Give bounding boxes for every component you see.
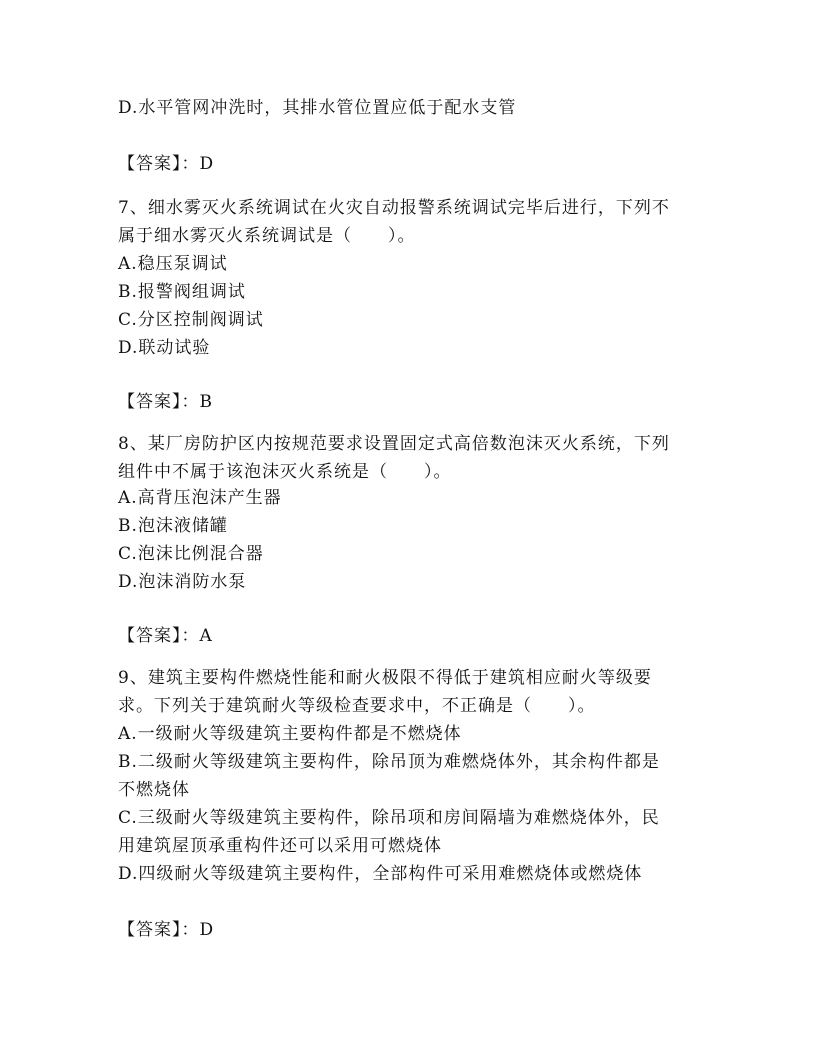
q8-answer: 【答案】：A — [118, 626, 213, 646]
q8-option-b: B.泡沫液储罐 — [118, 516, 228, 536]
q7-stem-line-1: 7、细水雾灭火系统调试在火灾自动报警系统调试完毕后进行，下列不 — [118, 198, 670, 218]
prev-answer: 【答案】：D — [118, 154, 215, 174]
q9-option-c-line-2: 用建筑屋顶承重构件还可以采用可燃烧体 — [118, 836, 442, 856]
q9-stem-line-1: 9、建筑主要构件燃烧性能和耐火极限不得低于建筑相应耐火等级要 — [118, 668, 652, 688]
q7-stem-line-2: 属于细水雾灭火系统调试是（ ）。 — [118, 226, 416, 246]
q7-option-b: B.报警阀组调试 — [118, 282, 246, 302]
q7-answer: 【答案】：B — [118, 392, 213, 412]
q9-option-b-line-1: B.二级耐火等级建筑主要构件，除吊顶为难燃烧体外，其余构件都是 — [118, 752, 660, 772]
q9-stem-line-2: 求。下列关于建筑耐火等级检查要求中，不正确是（ ）。 — [118, 696, 596, 716]
q9-option-b-line-2: 不燃烧体 — [118, 780, 190, 800]
q7-option-c: C.分区控制阀调试 — [118, 310, 264, 330]
prev-option-d: D.水平管网冲洗时，其排水管位置应低于配水支管 — [118, 98, 517, 118]
q8-stem-line-1: 8、某厂房防护区内按规范要求设置固定式高倍数泡沫灭火系统，下列 — [118, 434, 670, 454]
q8-option-c: C.泡沫比例混合器 — [118, 544, 264, 564]
q7-option-a: A.稳压泵调试 — [118, 254, 228, 274]
q8-option-a: A.高背压泡沫产生器 — [118, 488, 282, 508]
q8-stem-line-2: 组件中不属于该泡沫灭火系统是（ ）。 — [118, 462, 452, 482]
q9-option-c-line-1: C.三级耐火等级建筑主要构件，除吊项和房间隔墙为难燃烧体外，民 — [118, 808, 660, 828]
q9-answer: 【答案】：D — [118, 920, 215, 940]
q8-option-d: D.泡沫消防水泵 — [118, 572, 247, 592]
q9-option-d: D.四级耐火等级建筑主要构件，全部构件可采用难燃烧体或燃烧体 — [118, 864, 643, 884]
q9-option-a: A.一级耐火等级建筑主要构件都是不燃烧体 — [118, 724, 462, 744]
q7-option-d: D.联动试验 — [118, 338, 211, 358]
